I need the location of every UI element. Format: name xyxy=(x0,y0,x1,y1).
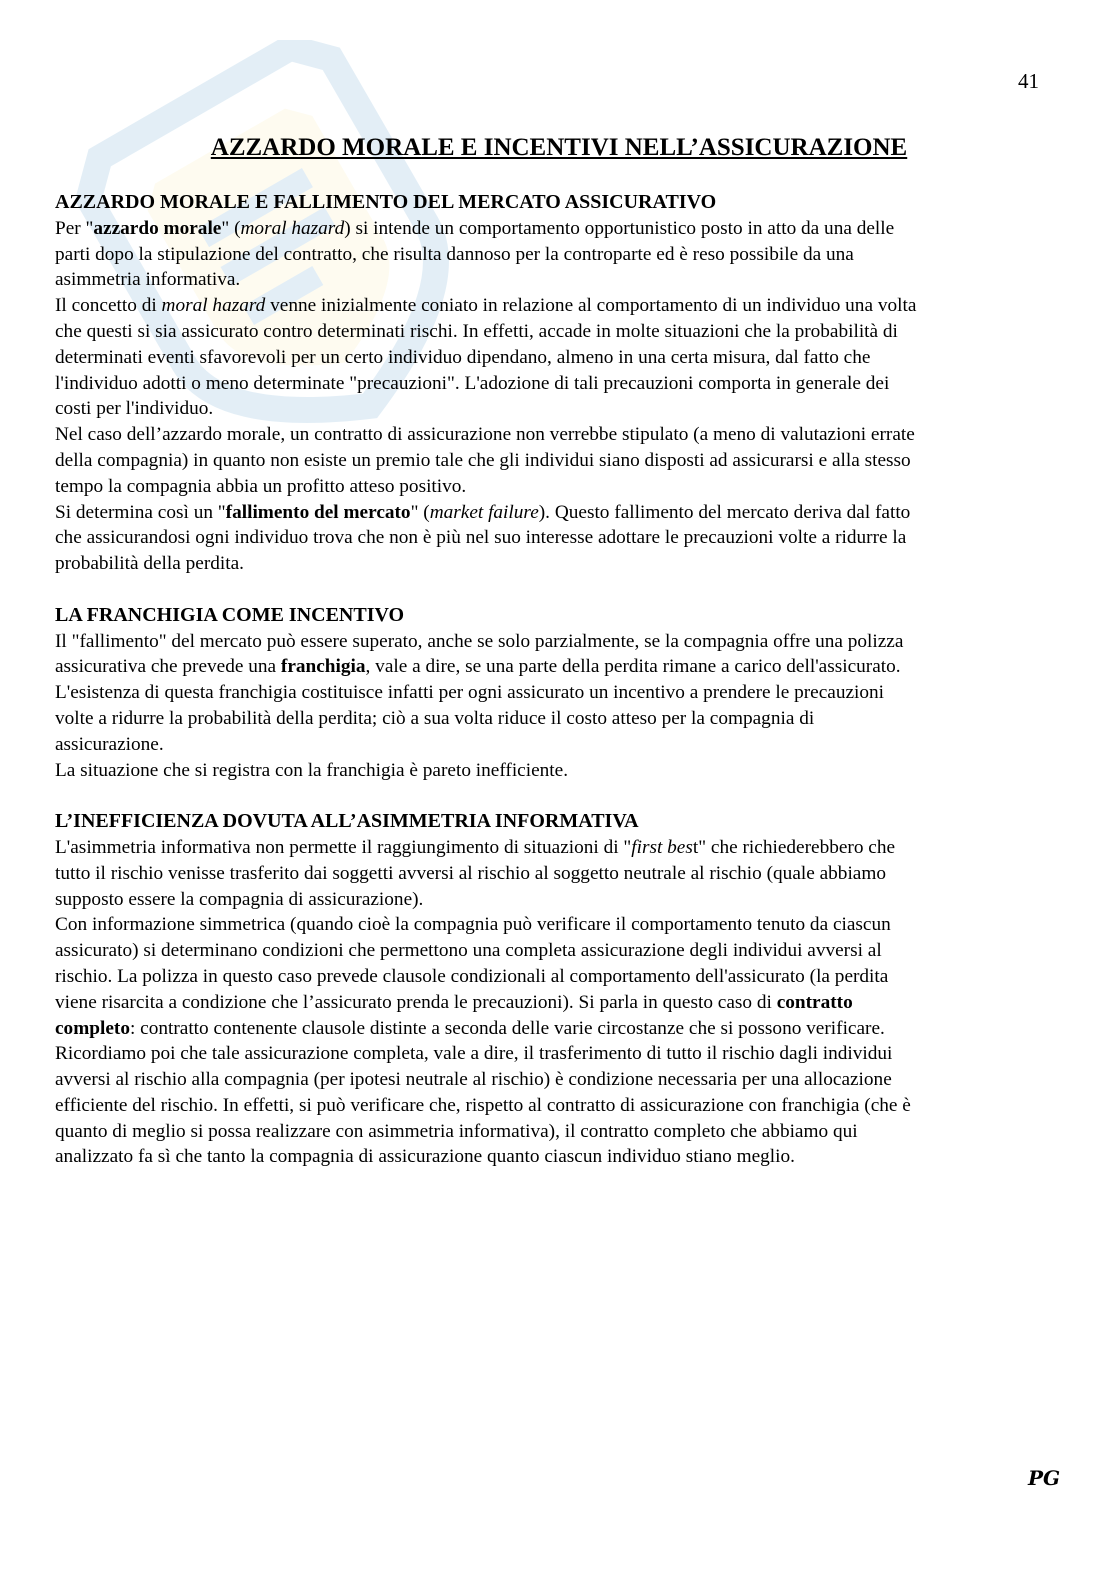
paragraph-line xyxy=(55,732,1070,758)
section-heading: L’INEFFICIENZA DOVUTA ALL’ASIMMETRIA INFORMATIVA xyxy=(55,810,639,833)
text-segment: Con informazione simmetrica (quando cioè la compagnia può verificare il comportamento tenuto da ciascun xyxy=(55,914,891,936)
section-heading: AZZARDO MORALE E FALLIMENTO DEL MERCATO ASSICURATIVO xyxy=(55,191,717,213)
italic-term: moral hazard xyxy=(161,295,266,317)
text-segment: Si determina così un " xyxy=(55,501,226,523)
text-segment: : contratto contenente clausole distinte a seconda delle varie circostanze che si possono verificare. xyxy=(129,1017,885,1039)
italic-term: moral hazard xyxy=(240,217,345,239)
text-segment: probabilità della perdita. xyxy=(55,553,244,575)
paragraph-line xyxy=(55,1016,1070,1042)
text-segment: efficiente del rischio. In effetti, si può verificare che, rispetto al contratto di assicurazione con franchigia (che è xyxy=(55,1094,911,1116)
text-segment: Ricordiamo poi che tale assicurazione completa, vale a dire, il trasferimento di tutto il rischio dagli individui xyxy=(55,1043,893,1065)
text-segment: assicurativa che prevede una xyxy=(55,656,281,678)
bold-term: contratto xyxy=(776,991,853,1013)
text-segment: che assicurandosi ogni individuo trova che non è più nel suo interesse adottare le precauzioni volte a ridurre la xyxy=(55,527,907,549)
page-number: 41 xyxy=(1018,69,1039,93)
text-segment: tempo la compagnia abbia un profitto atteso positivo. xyxy=(55,475,467,497)
paragraph-line xyxy=(55,680,1070,706)
text-segment: assicurazione. xyxy=(55,733,164,755)
bold-term: completo xyxy=(55,1017,130,1039)
paragraph-line xyxy=(55,912,1070,938)
paragraph-line xyxy=(55,293,1070,319)
paragraph-line xyxy=(55,448,1070,474)
paragraph-line xyxy=(55,629,1070,655)
paragraph-line xyxy=(55,396,1070,422)
paragraph-line xyxy=(55,551,1070,577)
paragraph-line xyxy=(55,758,1070,784)
text-segment: tutto il rischio venisse trasferito dai soggetti avversi al rischio al soggetto neutrale al rischio (quale abbiamo xyxy=(55,862,887,884)
paragraph-line xyxy=(55,267,1070,293)
text-segment: rischio. La polizza in questo caso prevede clausole condizionali al comportamento dell'assicurato (la perdita xyxy=(55,965,889,987)
paragraph-line xyxy=(55,1067,1070,1093)
text-segment: La situazione che si registra con la franchigia è pareto inefficiente. xyxy=(55,759,569,781)
paragraph-line xyxy=(55,1093,1070,1119)
document-body xyxy=(55,190,1070,1170)
text-segment: Per " xyxy=(55,217,94,239)
paragraph-line xyxy=(55,938,1070,964)
italic-term: market failure xyxy=(429,501,539,523)
paragraph-line xyxy=(55,861,1070,887)
paragraph-line xyxy=(55,1144,1070,1170)
bold-term: azzardo morale xyxy=(93,217,222,239)
text-segment: avversi al rischio alla compagnia (per ipotesi neutrale al rischio) è condizione necessaria per una allocazione xyxy=(55,1069,892,1091)
text-segment: Il "fallimento" del mercato può essere superato, anche se solo parzialmente, se la compagnia offre una polizza xyxy=(55,630,904,652)
bold-term: franchigia xyxy=(280,656,366,678)
text-segment: venne inizialmente coniato in relazione al comportamento di un individuo una volta xyxy=(265,295,917,317)
text-segment: che questi si sia assicurato contro determinati rischi. In effetti, accade in molte situazioni che la probabilità di xyxy=(55,320,898,342)
paragraph-line xyxy=(55,654,1070,680)
section-spacer xyxy=(55,783,1070,809)
text-segment: determinati eventi sfavorevoli per un certo individuo dipendano, almeno in una certa misura, dal fatto che xyxy=(55,346,871,368)
paragraph-line xyxy=(55,422,1070,448)
paragraph-line xyxy=(55,371,1070,397)
paragraph-line xyxy=(55,835,1070,861)
italic-term: first bes xyxy=(631,836,693,858)
text-segment: viene risarcita a condizione che l’assicurato prenda le precauzioni). Si parla in questo caso di xyxy=(55,991,777,1013)
text-segment: Il concetto di xyxy=(55,295,162,317)
paragraph-line xyxy=(55,1119,1070,1145)
text-segment: supposto essere la compagnia di assicurazione). xyxy=(55,888,424,910)
text-segment: l'individuo adotti o meno determinate "precauzioni". L'adozione di tali precauzioni comporta in generale dei xyxy=(55,372,890,394)
text-segment: asimmetria informativa. xyxy=(55,269,241,291)
bold-term: fallimento del mercato xyxy=(225,501,411,523)
paragraph-line xyxy=(55,242,1070,268)
section-spacer xyxy=(55,577,1070,603)
text-segment: parti dopo la stipulazione del contratto, che risulta dannoso per la controparte ed è reso possibile da una xyxy=(55,243,854,265)
text-segment: Nel caso dell’azzardo morale, un contratto di assicurazione non verrebbe stipulato (a meno di valutazioni errate xyxy=(55,424,915,446)
text-segment: , vale a dire, se una parte della perdita rimane a carico dell'assicurato. xyxy=(365,656,901,678)
paragraph-line xyxy=(55,525,1070,551)
text-segment: ) si intende un comportamento opportunistico posto in atto da una delle xyxy=(344,217,895,239)
author-signature: PG xyxy=(1028,1466,1061,1490)
text-segment: ). Questo fallimento del mercato deriva dal fatto xyxy=(538,501,911,523)
text-segment: " ( xyxy=(221,217,241,239)
paragraph-line xyxy=(55,1041,1070,1067)
paragraph-line xyxy=(55,319,1070,345)
paragraph-line xyxy=(55,706,1070,732)
text-segment: " ( xyxy=(410,501,430,523)
paragraph-line xyxy=(55,474,1070,500)
text-segment: della compagnia) in quanto non esiste un premio tale che gli individui siano disposti ad assicurarsi e alla stesso xyxy=(55,449,911,471)
paragraph-line xyxy=(55,345,1070,371)
text-segment: costi per l'individuo. xyxy=(55,398,214,420)
text-segment: assicurato) si determinano condizioni che permettono una completa assicurazione degli individui avversi al xyxy=(55,940,882,962)
text-segment: L'asimmetria informativa non permette il raggiungimento di situazioni di " xyxy=(55,836,632,858)
text-segment: L'esistenza di questa franchigia costituisce infatti per ogni assicurato un incentivo a prendere le precauzioni xyxy=(55,682,885,704)
paragraph-line xyxy=(55,500,1070,526)
text-segment: analizzato fa sì che tanto la compagnia di assicurazione quanto ciascun individuo stiano meglio. xyxy=(55,1146,795,1168)
text-segment: volte a ridurre la probabilità della perdita; ciò a sua volta riduce il costo atteso per la compagnia di xyxy=(55,707,815,729)
text-segment: quanto di meglio si possa realizzare con asimmetria informativa), il contratto completo che abbiamo qui xyxy=(55,1120,858,1142)
page-title: AZZARDO MORALE E INCENTIVI NELL’ASSICURAZIONE xyxy=(210,134,908,161)
paragraph-line xyxy=(55,990,1070,1016)
text-segment: t" che richiederebbero che xyxy=(692,836,896,858)
paragraph-line xyxy=(55,887,1070,913)
section-heading: LA FRANCHIGIA COME INCENTIVO xyxy=(55,603,405,626)
paragraph-line xyxy=(55,964,1070,990)
paragraph-line xyxy=(55,216,1070,242)
